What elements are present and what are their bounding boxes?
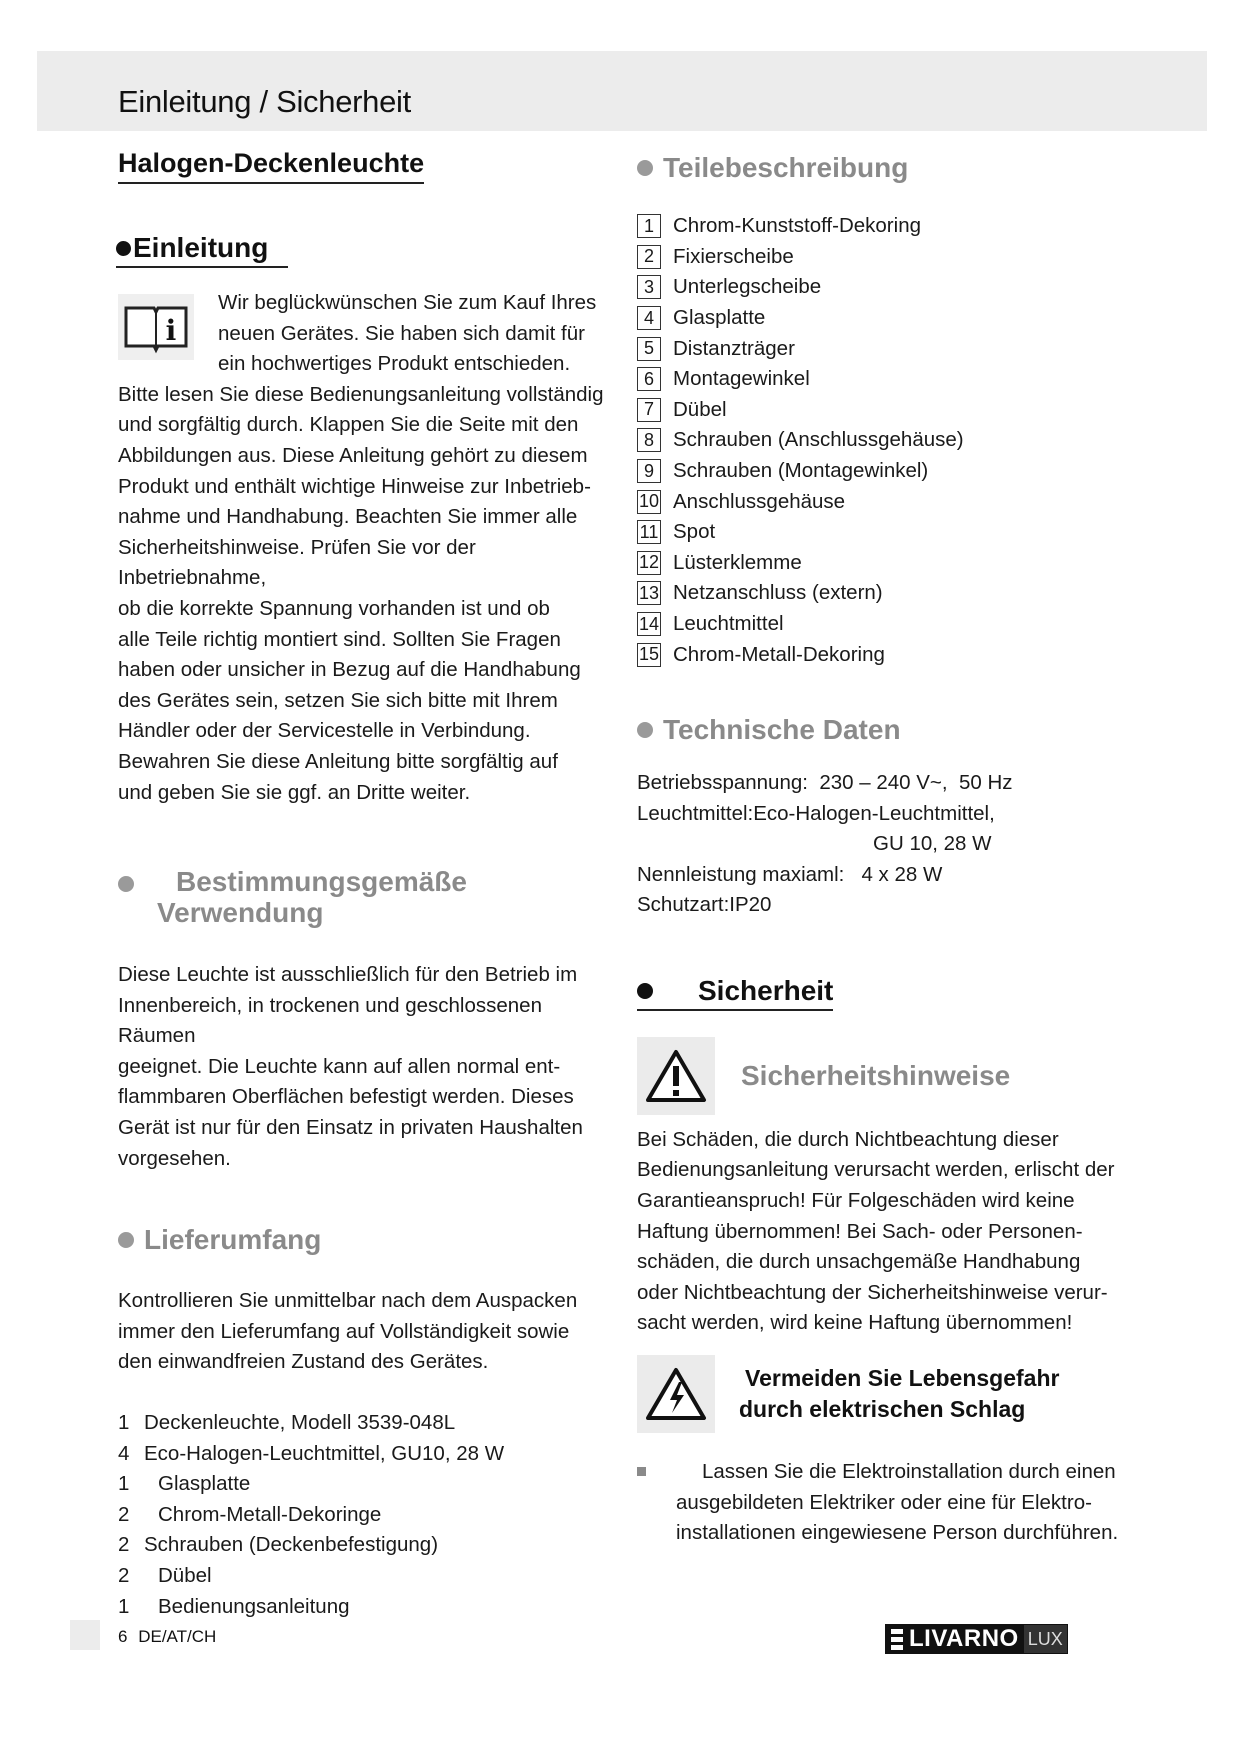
- list-item: [637, 303, 1157, 334]
- part-label: Spot: [673, 520, 716, 544]
- usage-heading-line1: Bestimmungsgemäße: [176, 866, 467, 898]
- intro-heading: [116, 232, 288, 268]
- tech-lamp: Leuchtmittel:Eco-Halogen-Leuchtmittel,: [637, 801, 995, 825]
- brand-logo: [885, 1624, 1068, 1654]
- text-line: Diese Leuchte ist ausschließlich für den Betrieb im: [118, 963, 578, 987]
- part-number: 9: [637, 459, 661, 483]
- text-line: geeignet. Die Leuchte kann auf allen normal ent-: [118, 1054, 561, 1078]
- tech-voltage: Betriebsspannung: 230 – 240 V~, 50 Hz: [637, 770, 1013, 794]
- bullet-paragraph: [637, 1457, 1157, 1549]
- part-number: 3: [637, 275, 661, 299]
- info-book-icon: [118, 294, 194, 360]
- bullet-dot-icon: [116, 241, 131, 256]
- usage-section: [118, 866, 618, 1174]
- text-line: haben oder unsicher in Bezug auf die Handhabung: [118, 658, 581, 682]
- part-number: 15: [637, 643, 661, 667]
- text-line: Bitte lesen Sie diese Bedienungsanleitung vollständig: [118, 382, 604, 406]
- part-label: Glasplatte: [673, 306, 766, 330]
- part-number: 11: [637, 520, 661, 544]
- tech-heading-text: Technische Daten: [663, 713, 901, 745]
- text-line: Lassen Sie die Elektroinstallation durch einen: [702, 1460, 1116, 1484]
- electric-hazard-icon: [637, 1355, 715, 1433]
- item-text: Eco-Halogen-Leuchtmittel, GU10, 28 W: [144, 1441, 505, 1465]
- part-label: Schrauben (Montagewinkel): [673, 459, 929, 483]
- text-line: alle Teile richtig montiert sind. Sollten Sie Fragen: [118, 627, 561, 651]
- part-label: Chrom-Kunststoff-Dekoring: [673, 214, 921, 238]
- item-text: Chrom-Metall-Dekoringe: [158, 1502, 382, 1526]
- text-line: Bei Schäden, die durch Nichtbeachtung dieser: [637, 1127, 1059, 1151]
- part-label: Schrauben (Anschlussgehäuse): [673, 428, 964, 452]
- text-line: sacht werden, wird keine Haftung übernommen!: [637, 1311, 1073, 1335]
- danger-heading: [739, 1363, 1059, 1425]
- item-qty: 1: [118, 1472, 130, 1496]
- list-item: [637, 242, 1157, 273]
- text-line: den einwandfreien Zustand des Gerätes.: [118, 1350, 489, 1374]
- text-line: Innenbereich, in trockenen und geschlossenen Räumen: [118, 993, 542, 1048]
- bullet-dot-icon: [637, 160, 653, 176]
- brand-name: LIVARNO: [909, 1625, 1019, 1652]
- part-number: 8: [637, 428, 661, 452]
- tech-protection: Schutzart:IP20: [637, 893, 772, 917]
- list-item: [637, 272, 1157, 303]
- list-item: [118, 1561, 618, 1592]
- region-label: DE/AT/CH: [138, 1627, 217, 1646]
- tech-lamp-cont: GU 10, 28 W: [873, 832, 992, 856]
- tech-data: [637, 768, 1157, 921]
- text-line: Kontrollieren Sie unmittelbar nach dem Auspacken: [118, 1289, 578, 1313]
- svg-text:i: i: [165, 314, 177, 347]
- part-number: 10: [637, 490, 661, 514]
- danger-subsection: [637, 1355, 1157, 1433]
- tech-power: Nennleistung maxiaml: 4 x 28 W: [637, 862, 943, 886]
- part-number: 14: [637, 612, 661, 636]
- danger-heading-line2: durch elektrischen Schlag: [739, 1396, 1026, 1423]
- intro-section: [118, 232, 618, 808]
- list-item: [118, 1592, 618, 1623]
- text-line: ein hochwertiges Produkt entschieden.: [218, 352, 571, 376]
- item-text: Dübel: [158, 1564, 212, 1587]
- bullet-dot-icon: [118, 1232, 134, 1248]
- item-text: Deckenleuchte, Modell 3539-048L: [144, 1411, 456, 1435]
- part-number: 6: [637, 367, 661, 391]
- item-text: Schrauben (Deckenbefestigung): [144, 1533, 439, 1557]
- part-number: 7: [637, 398, 661, 422]
- intro-heading-text: Einleitung: [133, 232, 269, 263]
- text-line: oder Nichtbeachtung der Sicherheitshinweise verur-: [637, 1280, 1108, 1304]
- main-title: Halogen-Deckenleuchte: [118, 148, 424, 184]
- part-label: Fixierscheibe: [673, 244, 794, 268]
- list-item: [637, 211, 1157, 242]
- safety-heading: [637, 975, 833, 1011]
- page-number: 6: [118, 1627, 128, 1646]
- item-qty: 4: [118, 1441, 130, 1465]
- item-qty: 1: [118, 1594, 130, 1618]
- list-item: [118, 1439, 618, 1470]
- list-item: [637, 364, 1157, 395]
- usage-paragraph: [118, 960, 618, 1174]
- text-line: immer den Lieferumfang auf Vollständigkeit sowie: [118, 1319, 570, 1343]
- text-line: Händler oder der Servicestelle in Verbindung.: [118, 719, 531, 743]
- bullet-dot-icon: [637, 722, 653, 738]
- text-line: schäden, die durch unsachgemäße Handhabung: [637, 1250, 1081, 1274]
- list-item: [637, 486, 1157, 517]
- item-text: Bedienungsanleitung: [158, 1594, 350, 1618]
- item-qty: 2: [118, 1533, 130, 1557]
- list-item: [637, 517, 1157, 548]
- safety-subheading: Sicherheitshinweise: [741, 1059, 1011, 1091]
- item-qty: 1: [118, 1411, 130, 1435]
- scope-section: [118, 1224, 618, 1622]
- item-qty: 2: [118, 1502, 130, 1526]
- parts-heading-text: Teilebeschreibung: [663, 152, 909, 183]
- part-number: 2: [637, 245, 661, 269]
- part-number: 13: [637, 581, 661, 605]
- safety-subsection: [637, 1037, 1157, 1115]
- list-item: [637, 425, 1157, 456]
- list-item: [637, 639, 1157, 670]
- scope-list: [118, 1408, 618, 1622]
- text-line: Sicherheitshinweise. Prüfen Sie vor der Inbetriebnahme,: [118, 535, 476, 590]
- part-label: Leuchtmittel: [673, 612, 784, 636]
- text-line: Abbildungen aus. Diese Anleitung gehört zu diesem: [118, 443, 588, 467]
- text-line: flammbaren Oberflächen befestigt werden. Dieses: [118, 1085, 574, 1109]
- part-number: 1: [637, 214, 661, 238]
- text-line: Bedienungsanleitung verursacht werden, erlischt der: [637, 1158, 1115, 1182]
- part-label: Dübel: [673, 397, 727, 421]
- part-number: 12: [637, 551, 661, 575]
- danger-heading-line1: Vermeiden Sie Lebensgefahr: [745, 1365, 1060, 1392]
- list-item: [637, 609, 1157, 640]
- text-line: Wir beglückwünschen Sie zum Kauf Ihres: [218, 291, 597, 314]
- list-item: [637, 578, 1157, 609]
- footer-marker: [70, 1620, 100, 1650]
- left-column: [118, 148, 618, 1622]
- parts-list: [637, 211, 1157, 670]
- warning-triangle-icon: [637, 1037, 715, 1115]
- part-label: Lüsterklemme: [673, 550, 802, 574]
- right-column: [637, 148, 1157, 1549]
- text-line: Produkt und enthält wichtige Hinweise zur Inbetrieb-: [118, 474, 591, 498]
- list-item: [118, 1500, 618, 1531]
- part-label: Montagewinkel: [673, 367, 810, 391]
- page-title: Einleitung / Sicherheit: [118, 84, 411, 119]
- part-number: 4: [637, 306, 661, 330]
- text-line: neuen Gerätes. Sie haben sich damit für: [218, 321, 585, 345]
- parts-heading: [637, 152, 1157, 184]
- usage-heading-line2: Verwendung: [157, 897, 324, 929]
- text-line: Bewahren Sie diese Anleitung bitte sorgfältig auf: [118, 749, 558, 773]
- scope-heading-text: Lieferumfang: [144, 1224, 322, 1256]
- scope-heading: [118, 1224, 618, 1256]
- logo-bars-icon: [891, 1629, 903, 1650]
- footer-page-info: [118, 1627, 216, 1647]
- bullet-dot-icon: [118, 876, 134, 892]
- list-item: [118, 1530, 618, 1561]
- item-text: Glasplatte: [158, 1472, 251, 1496]
- part-label: Unterlegscheibe: [673, 275, 822, 299]
- text-line: ob die korrekte Spannung vorhanden ist und ob: [118, 596, 550, 620]
- text-line: ausgebildeten Elektriker oder eine für Elektro-: [676, 1490, 1092, 1514]
- part-label: Netzanschluss (extern): [673, 581, 883, 605]
- part-label: Distanzträger: [673, 336, 795, 360]
- list-item: [637, 333, 1157, 364]
- list-item: [118, 1408, 618, 1439]
- text-line: Garantieanspruch! Für Folgeschäden wird keine: [637, 1189, 1075, 1213]
- text-line: des Gerätes sein, setzen Sie sich bitte mit Ihrem: [118, 688, 558, 712]
- list-item: [118, 1469, 618, 1500]
- part-number: 5: [637, 337, 661, 361]
- scope-paragraph: [118, 1286, 618, 1378]
- list-item: [637, 548, 1157, 579]
- text-line: nahme und Handhabung. Beachten Sie immer alle: [118, 505, 578, 529]
- text-line: und sorgfältig durch. Klappen Sie die Seite mit den: [118, 413, 579, 437]
- safety-paragraph: [637, 1125, 1157, 1339]
- text-line: Gerät ist nur für den Einsatz in privaten Haushalten: [118, 1116, 583, 1140]
- brand-suffix: LUX: [1023, 1624, 1068, 1654]
- text-line: und geben Sie sie ggf. an Dritte weiter.: [118, 780, 471, 804]
- tech-heading: [637, 714, 1157, 746]
- usage-heading: [118, 866, 618, 932]
- text-line: Haftung übernommen! Bei Sach- oder Personen-: [637, 1219, 1083, 1243]
- text-line: installationen eingewiesene Person durchführen.: [676, 1521, 1119, 1545]
- bullet-dot-icon: [637, 983, 653, 999]
- brand-logo-main: [885, 1624, 1023, 1654]
- item-qty: 2: [118, 1564, 130, 1587]
- part-label: Anschlussgehäuse: [673, 489, 846, 513]
- safety-heading-text: Sicherheit: [698, 974, 834, 1006]
- list-item: [637, 456, 1157, 487]
- square-bullet-icon: [637, 1467, 646, 1476]
- safety-section: [637, 975, 1157, 1549]
- text-line: vorgesehen.: [118, 1146, 231, 1170]
- part-label: Chrom-Metall-Dekoring: [673, 642, 885, 666]
- intro-paragraph: [118, 288, 618, 808]
- list-item: [637, 395, 1157, 426]
